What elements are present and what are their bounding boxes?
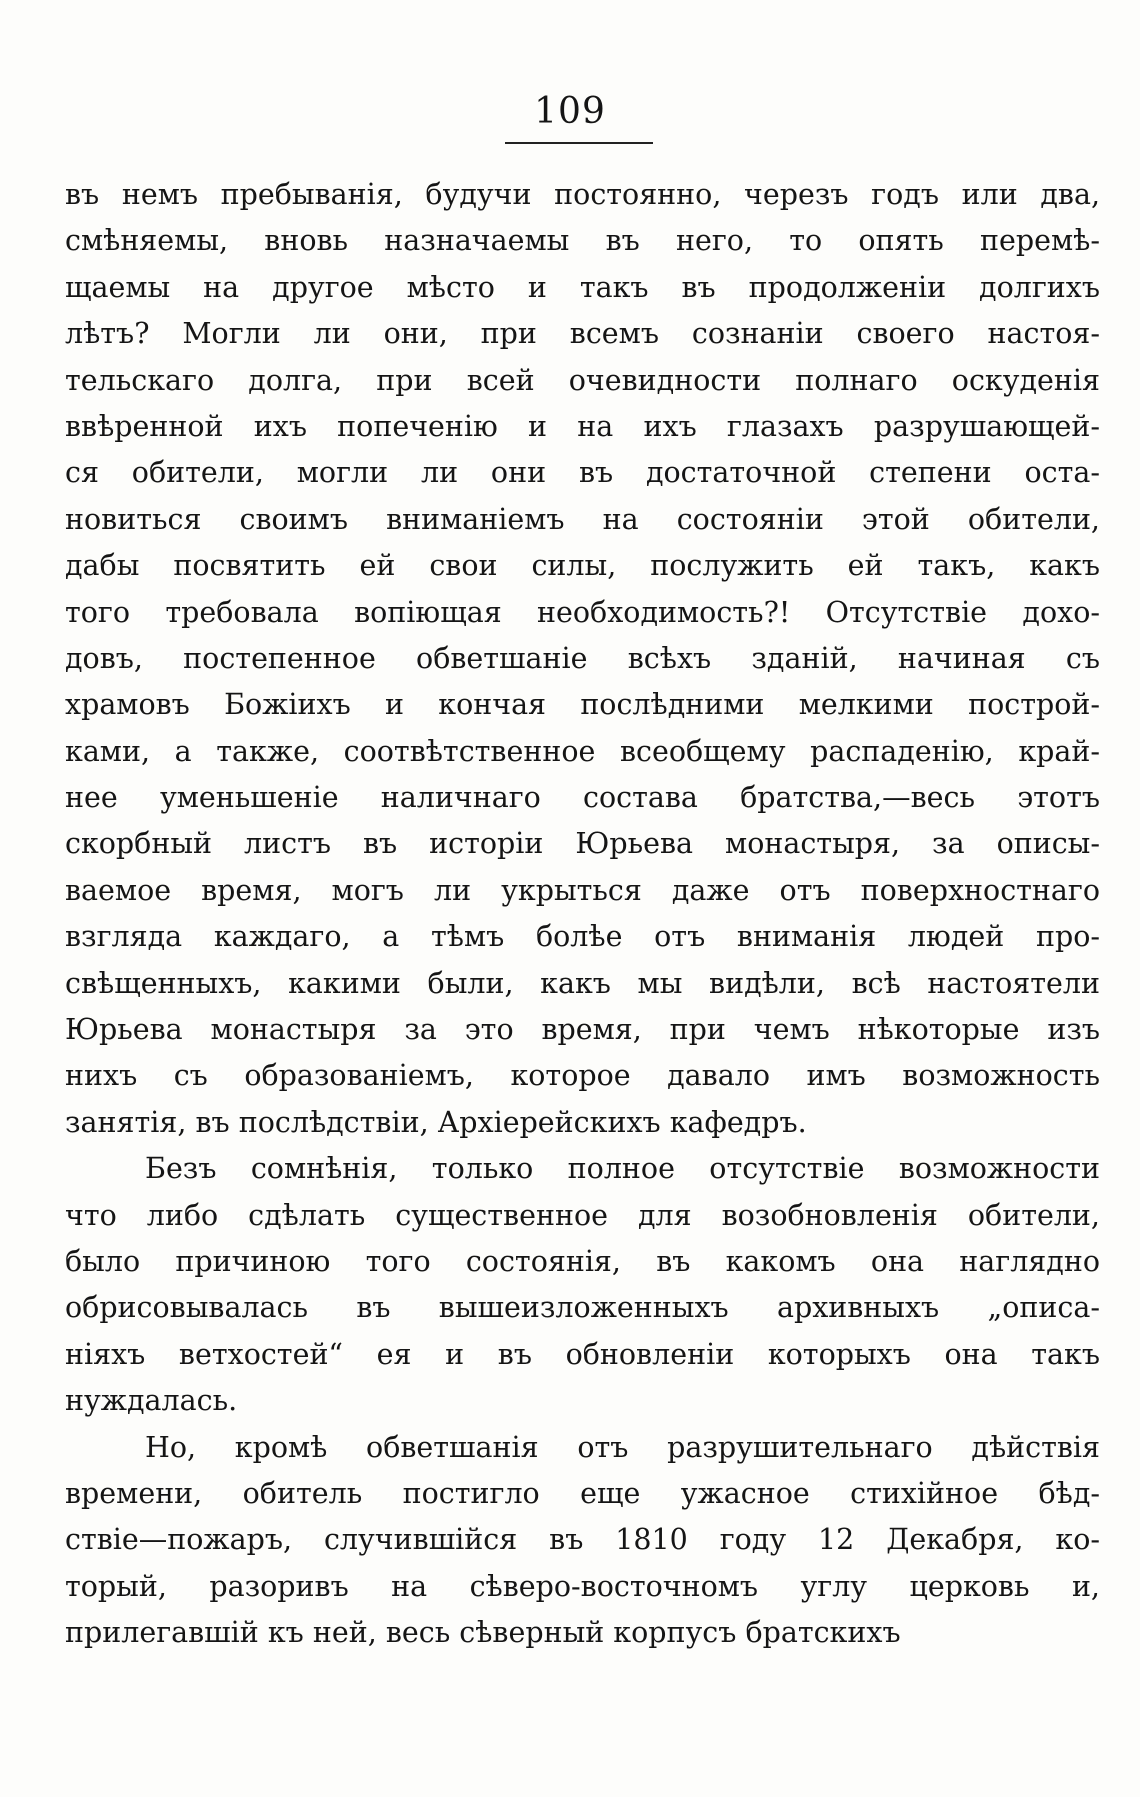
text-line: обрисовывалась въ вышеизложенныхъ архивныхъ „описа- (65, 1291, 1100, 1325)
text-line: лѣтъ? Могли ли они, при всемъ сознаніи своего настоя- (65, 317, 1100, 351)
page-number: 109 (534, 91, 606, 132)
text-line: ся обители, могли ли они въ достаточной степени оста- (65, 456, 1100, 490)
text-line: Но, кромѣ обветшанія отъ разрушительнаго дѣйствія (145, 1430, 1100, 1464)
text-line: храмовъ Божіихъ и кончая послѣдними мелкими построй- (65, 688, 1100, 722)
text-line: того требовала вопіющая необходимость?! Отсутствіе дохо- (65, 595, 1100, 629)
text-line: смѣняемы, вновь назначаемы въ него, то опять перемѣ- (65, 224, 1100, 258)
text-line: нее уменьшеніе наличнаго состава братства,—весь этотъ (65, 781, 1100, 815)
text-line: ваемое время, могъ ли укрыться даже отъ поверхностнаго (65, 873, 1100, 907)
text-line: ввѣренной ихъ попеченію и на ихъ глазахъ разрушающей- (65, 409, 1100, 443)
text-line: торый, разоривъ на сѣверо-восточномъ углу церковь и, (65, 1569, 1100, 1603)
text-line: было причиною того состоянія, въ какомъ она наглядно (65, 1244, 1100, 1278)
text-line: свѣщенныхъ, какими были, какъ мы видѣли, всѣ настоятели (65, 966, 1100, 1000)
text-line: ками, а также, соотвѣтственное всеобщему распаденію, край- (65, 734, 1100, 768)
paragraph (65, 172, 1100, 1146)
text-line: дабы посвятить ей свои силы, послужить ей такъ, какъ (65, 549, 1100, 583)
text-line: ствіе—пожаръ, случившійся въ 1810 году 12 Декабря, ко- (65, 1523, 1100, 1557)
text-line: довъ, постепенное обветшаніе всѣхъ зданій, начиная съ (65, 641, 1100, 675)
text-line: новиться своимъ вниманіемъ на состояніи этой обители, (65, 502, 1100, 536)
text-line: Безъ сомнѣнія, только полное отсутствіе возможности (145, 1152, 1100, 1186)
text-line: занятія, въ послѣдствіи, Архіерейскихъ кафедръ. (65, 1105, 807, 1139)
text-line: прилегавшій къ ней, весь сѣверный корпусъ братскихъ (65, 1616, 901, 1650)
paragraph (65, 1146, 1100, 1424)
paragraph (65, 1425, 1100, 1657)
text-line: нуждалась. (65, 1384, 238, 1418)
text-line: взгляда каждаго, а тѣмъ болѣе отъ вниманія людей про- (65, 920, 1100, 954)
text-line: Юрьева монастыря за это время, при чемъ нѣкоторые изъ (65, 1013, 1100, 1047)
text-line: въ немъ пребыванія, будучи постоянно, черезъ годъ или два, (65, 178, 1100, 211)
text-line: ніяхъ ветхостей“ ея и въ обновленіи которыхъ она такъ (65, 1337, 1100, 1371)
text-line: щаемы на другое мѣсто и такъ въ продолженіи долгихъ (65, 270, 1100, 304)
text-line: нихъ съ образованіемъ, которое давало имъ возможность (65, 1059, 1100, 1093)
text-line: времени, обитель постигло еще ужасное стихійное бѣд- (65, 1476, 1100, 1510)
text-body (65, 172, 1100, 1657)
text-line: тельскаго долга, при всей очевидности полнаго оскуденія (65, 363, 1100, 397)
page-number-rule (505, 142, 653, 144)
text-line: что либо сдѣлать существенное для возобновленія обители, (65, 1198, 1100, 1232)
text-line: скорбный листъ въ исторіи Юрьева монастыря, за описы- (65, 827, 1100, 861)
